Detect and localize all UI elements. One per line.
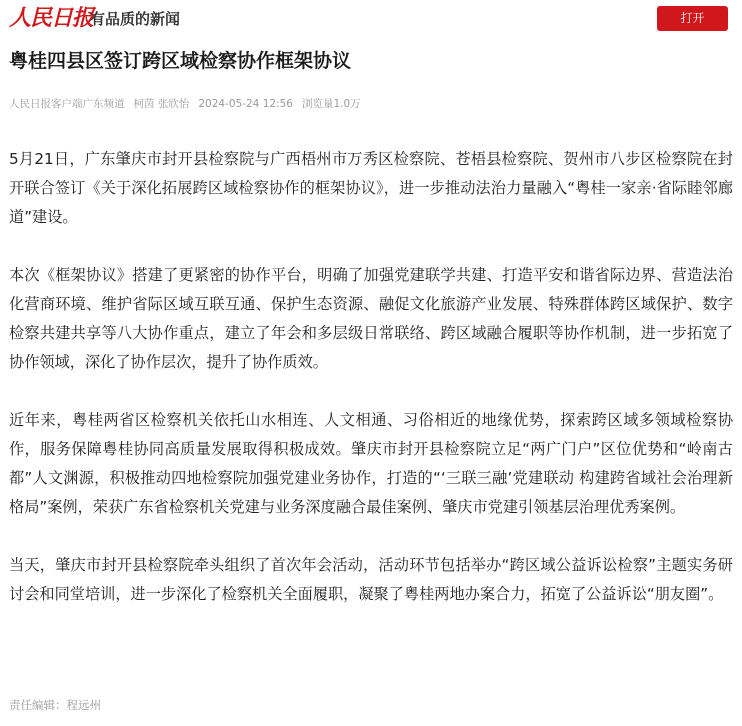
paragraph: 5月21日，广东肇庆市封开县检察院与广西梧州市万秀区检察院、苍梧县检察院、贺州市八步区检察院在封开联合签订《关于深化拓展跨区域检察协作的框架协议》，进一步推动法治力量融入“粤桂一家亲·省际睦邻廊道”建设。 — [9, 150, 733, 226]
meta-datetime: 2024-05-24 12:56 — [198, 98, 293, 110]
paragraph: 当天，肇庆市封开县检察院牵头组织了首次年会活动，活动环节包括举办“跨区域公益诉讼检察”主题实务研讨会和同堂培训，进一步深化了检察机关全面履职，凝聚了粤桂两地办案合力，拓宽了公益诉讼“朋友圈”。 — [9, 556, 733, 603]
top-bar — [0, 0, 742, 38]
article-body — [9, 145, 733, 638]
article-title: 粤桂四县区签订跨区域检察协作框架协议 — [9, 50, 352, 72]
meta-views: 浏览量1.0万 — [301, 98, 361, 110]
open-app-button[interactable]: 打开 — [657, 6, 728, 31]
people-daily-logo[interactable]: 人民日报 — [9, 5, 94, 31]
meta-authors: 柯茵 张欣怡 — [133, 98, 190, 110]
article-meta — [9, 96, 370, 112]
responsible-editor: 责任编辑：程远州 — [9, 698, 101, 712]
paragraph: 近年来，粤桂两省区检察机关依托山水相连、人文相通、习俗相近的地缘优势，探索跨区域多领域检察协作，服务保障粤桂协同高质量发展取得积极成效。肇庆市封开县检察院立足“两广门户”区位优势和“岭南古都”人文渊源，积极推动四地检察院加强党建业务协作，打造的“‘三联三融’党建联动 构建跨省域社会治理新格局”案例，荣获广东省检察机关党建与业务深度融合最佳案例、肇庆市党建引领基层治理优秀案例。 — [9, 411, 733, 516]
slogan: 有品质的新闻 — [90, 10, 181, 28]
paragraph: 本次《框架协议》搭建了更紧密的协作平台，明确了加强党建联学共建、打造平安和谐省际边界、营造法治化营商环境、维护省际区域互联互通、保护生态资源、融促文化旅游产业发展、特殊群体跨区域保护、数字检察共建共享等八大协作重点，建立了年会和多层级日常联络、跨区域融合履职等协作机制，进一步拓宽了协作领域，深化了协作层次，提升了协作质效。 — [9, 266, 733, 371]
meta-source: 人民日报客户端广东频道 — [9, 98, 125, 110]
